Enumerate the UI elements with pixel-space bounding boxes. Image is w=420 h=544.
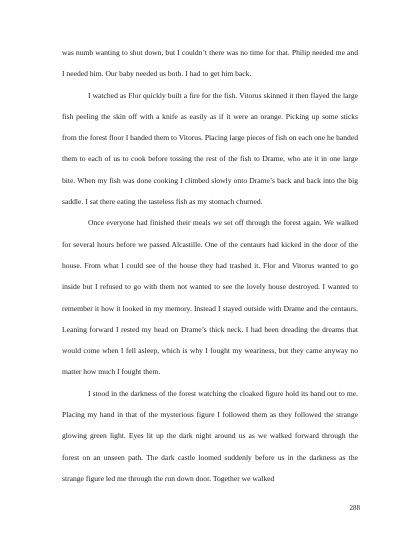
page-number: 288 [349, 504, 360, 512]
paragraph-3: Once everyone had finished their meals we set off through the forest again. We walked for several hours before we passed Alcastille. One of the centaurs had kicked in the door of the house. From what I could see of the house they had trashed it. Flor and Vitorus wanted to go inside but I refused to go with them not wanted to see the lovely house destroyed. I wanted to remember it how it looked in my memory. Instead I stayed outside with Drame and the centaurs. Leaning forward I rested my head on Drame’s thick neck. I had been dreading the dreams that would come when I fell asleep, which is why I fought my weariness, but they came anyway no matter how much I fought them. [62, 218, 358, 377]
paragraph-4: I stood in the darkness of the forest watching the cloaked figure hold its hand out to me. Placing my hand in that of the mysterious figure I followed them as they followed the strange glowing green light. Eyes lit up the dark night around us as we walked forward through the forest on an unseen path. The dark castle loomed suddenly before us in the darkness as the strange figure led me through the run down door. Together we walked [62, 388, 358, 483]
paragraph-2: I watched as Flor quickly built a fire for the fish. Vitorus skinned it then flayed the large fish peeling the skin off with a knife as easily as if it were an orange. Picking up some sticks from the forest floor I handed them to Vitorus. Placing large pieces of fish on each one he handed them to each of us to cook before tossing the rest of the fish to Drame, who ate it in one large bite. When my fish was done cooking I climbed slowly onto Drame’s back and back into the big saddle. I sat there eating the tasteless fish as my stomach churned. [62, 90, 358, 207]
body-text [62, 42, 358, 489]
paragraph-1: was numb wanting to shut down, but I couldn’t there was no time for that. Philip needed me and I needed him. Our baby needed us both. I had to get him back. [62, 48, 358, 79]
